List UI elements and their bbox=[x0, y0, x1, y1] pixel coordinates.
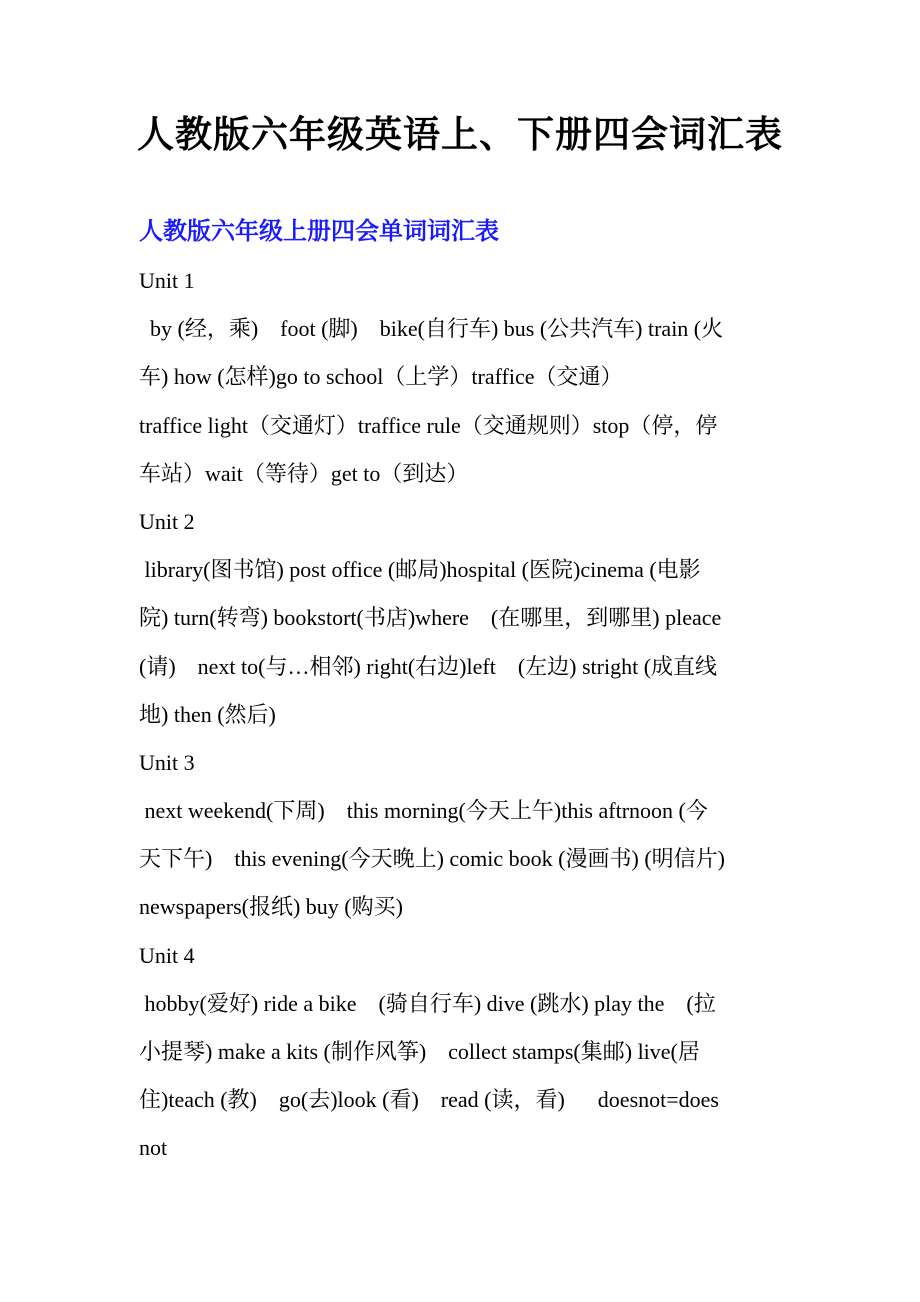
vocab-line: (请) next to(与…相邻) right(右边)left (左边) stright (成直线 bbox=[139, 653, 718, 679]
unit-block bbox=[139, 498, 811, 739]
vocab-line: library(图书馆) post office (邮局)hospital (医院)cinema (电影 bbox=[139, 557, 701, 583]
vocab-line: hobby(爱好) ride a bike (骑自行车) dive (跳水) play the (拉 bbox=[139, 990, 716, 1016]
vocab-line: traffice light（交通灯）traffice rule（交通规则）stop（停，停 bbox=[139, 412, 718, 438]
vocab-line: by (经，乘) foot (脚) bike(自行车) bus (公共汽车) train (火 bbox=[139, 316, 724, 342]
vocab-line: 住)teach (教) go(去)look (看) read (读，看) doesnot=does bbox=[139, 1087, 719, 1113]
document-title: 人教版六年级英语上、下册四会词汇表 bbox=[137, 115, 783, 156]
unit-label: Unit 4 bbox=[139, 942, 195, 968]
unit-block bbox=[139, 932, 811, 1173]
unit-label: Unit 1 bbox=[139, 268, 195, 293]
section-heading: 人教版六年级上册四会单词词汇表 bbox=[139, 219, 499, 245]
unit-block bbox=[139, 257, 811, 498]
vocab-line: next weekend(下周) this morning(今天上午)this aftrnoon (今 bbox=[139, 798, 708, 824]
vocab-line: 地) then (然后) bbox=[139, 701, 276, 727]
vocab-line: 车) how (怎样)go to school（上学）traffice（交通） bbox=[139, 364, 623, 390]
vocab-line: not bbox=[139, 1135, 168, 1161]
unit-block bbox=[139, 739, 811, 932]
vocab-line: newspapers(报纸) buy (购买) bbox=[139, 894, 403, 920]
vocab-line: 小提琴) make a kits (制作风筝) collect stamps(集邮) live(居 bbox=[139, 1039, 700, 1064]
unit-label: Unit 3 bbox=[139, 749, 195, 775]
vocab-line: 院) turn(转弯) bookstort(书店)where (在哪里，到哪里) pleace bbox=[139, 605, 722, 631]
vocab-line: 天下午) this evening(今天晚上) comic book (漫画书) (明信片) bbox=[139, 846, 725, 872]
unit-label: Unit 2 bbox=[139, 508, 195, 534]
vocab-line: 车站）wait（等待）get to（到达） bbox=[139, 460, 469, 486]
vocabulary-body bbox=[139, 257, 811, 1173]
